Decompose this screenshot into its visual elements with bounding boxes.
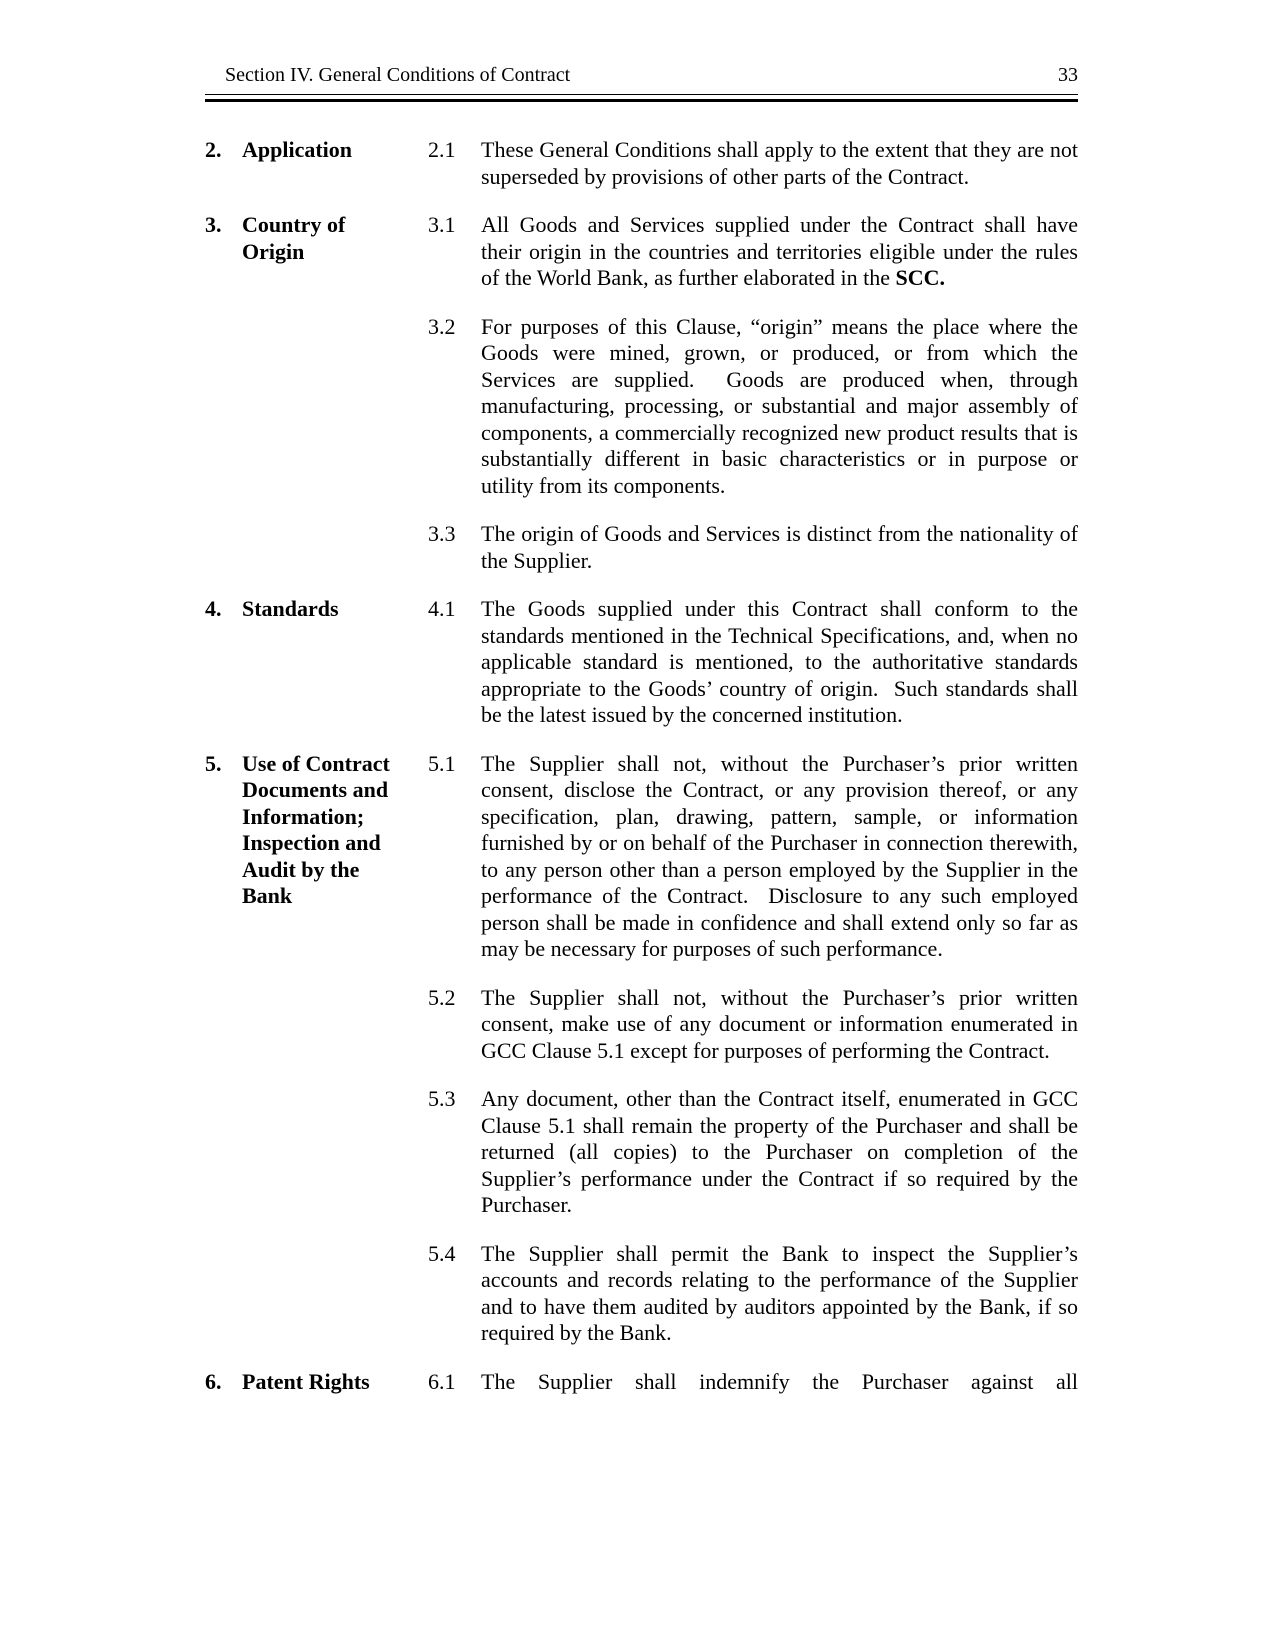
section-heading-cell <box>205 137 428 212</box>
clause-text <box>481 212 1084 292</box>
clause-number: 4.1 <box>428 596 456 621</box>
header-title: Section IV. General Conditions of Contract <box>225 64 571 86</box>
section-application <box>205 137 1084 212</box>
clause-number: 5.2 <box>428 984 456 1010</box>
clause <box>428 596 1084 729</box>
section-number: 5. <box>205 750 222 776</box>
clause <box>428 137 1084 190</box>
section-clauses <box>428 212 1084 596</box>
section-heading: Patent Rights <box>242 1368 370 1394</box>
clause-text: The origin of Goods and Services is distinct from the nationality of the Supplier. <box>481 521 1084 573</box>
clause-number: 3.2 <box>428 313 456 339</box>
clause-text: The Supplier shall permit the Bank to inspect the Supplier’s accounts and records relating to the performance of the Supplier and to have them audited by auditors appointed by the Bank, if so required by the Bank. <box>481 1240 1084 1345</box>
section-heading-cell <box>205 212 428 596</box>
clause-number: 2.1 <box>428 137 456 162</box>
section-clauses <box>428 750 1084 1369</box>
section-heading: Application <box>242 137 353 162</box>
section-number: 3. <box>205 212 222 237</box>
clause-text-run: All Goods and Services supplied under the Contract shall have their origin in the countries and territories eligible under the rules of the World Bank, as further elaborated in the <box>481 212 1084 290</box>
section-heading-cell <box>205 1369 428 1418</box>
section-clauses <box>428 137 1084 212</box>
clause <box>428 750 1084 963</box>
clause-text: The Supplier shall indemnify the Purchaser against all <box>481 1368 1078 1394</box>
section-heading: Use of Contract Documents and Information; Inspection and Audit by the Bank <box>242 750 390 908</box>
section-heading: Country of Origin <box>242 212 346 264</box>
clause <box>428 1086 1084 1219</box>
clause-text-bold-run: SCC. <box>895 265 945 290</box>
section-number: 2. <box>205 137 222 162</box>
clause-number: 3.3 <box>428 521 456 546</box>
section-use-of-contract-documents <box>205 750 1084 1369</box>
clause-number: 5.3 <box>428 1086 456 1111</box>
clause <box>428 313 1084 500</box>
clause <box>428 212 1084 292</box>
clause-number: 6.1 <box>428 1368 456 1394</box>
clause-text: The Goods supplied under this Contract shall conform to the standards mentioned in the Technical Specifications, and, when no applicable standard is mentioned, to the authoritative standards appropriate to the Goods’ country of origin. Such standards shall be the latest issued by the concerned institution. <box>481 596 1084 727</box>
section-standards <box>205 596 1084 751</box>
section-clauses <box>428 1369 1078 1418</box>
clause-number: 5.4 <box>428 1240 456 1266</box>
page-header <box>205 63 1078 87</box>
section-number: 6. <box>205 1368 222 1394</box>
clause <box>428 1240 1084 1347</box>
clause-text: The Supplier shall not, without the Purchaser’s prior written consent, disclose the Contract, or any provision thereof, or any specification, plan, drawing, pattern, sample, or information furnished by or on behalf of the Purchaser in connection therewith, to any person other than a person employed by the Supplier in the performance of the Contract. Disclosure to any such employed person shall be made in confidence and shall extend only so far as may be necessary for purposes of such performance. <box>481 750 1084 961</box>
clause <box>428 984 1084 1065</box>
section-number: 4. <box>205 596 222 621</box>
clause-text: For purposes of this Clause, “origin” means the place where the Goods were mined, grown, or produced, or from which the Services are supplied. Goods are produced when, through manufacturing, processing, or substantial and major assembly of components, a commercially recognized new product results that is substantially different in basic characteristics or in purpose or utility from its components. <box>481 313 1084 498</box>
clause-number: 3.1 <box>428 212 456 237</box>
clause-text: The Supplier shall not, without the Purchaser’s prior written consent, make use of any document or information enumerated in GCC Clause 5.1 except for purposes of performing the Contract. <box>481 984 1084 1063</box>
clause <box>428 521 1084 574</box>
section-heading-cell <box>205 596 428 751</box>
document-content <box>205 137 1084 1417</box>
header-rule <box>205 94 1078 102</box>
section-clauses <box>428 596 1084 751</box>
section-heading: Standards <box>242 596 339 621</box>
clause-text: These General Conditions shall apply to the extent that they are not superseded by provisions of other parts of the Contract. <box>481 137 1084 189</box>
clause <box>428 1369 1078 1396</box>
section-heading-cell <box>205 751 428 1369</box>
clause-number: 5.1 <box>428 750 456 776</box>
clause-text: Any document, other than the Contract itself, enumerated in GCC Clause 5.1 shall remain the property of the Purchaser and shall be returned (all copies) to the Purchaser on completion of the Supplier’s performance under the Contract if so required by the Purchaser. <box>481 1086 1084 1217</box>
page-number: 33 <box>1058 64 1078 86</box>
section-patent-rights <box>205 1369 1078 1418</box>
section-country-of-origin <box>205 212 1084 596</box>
